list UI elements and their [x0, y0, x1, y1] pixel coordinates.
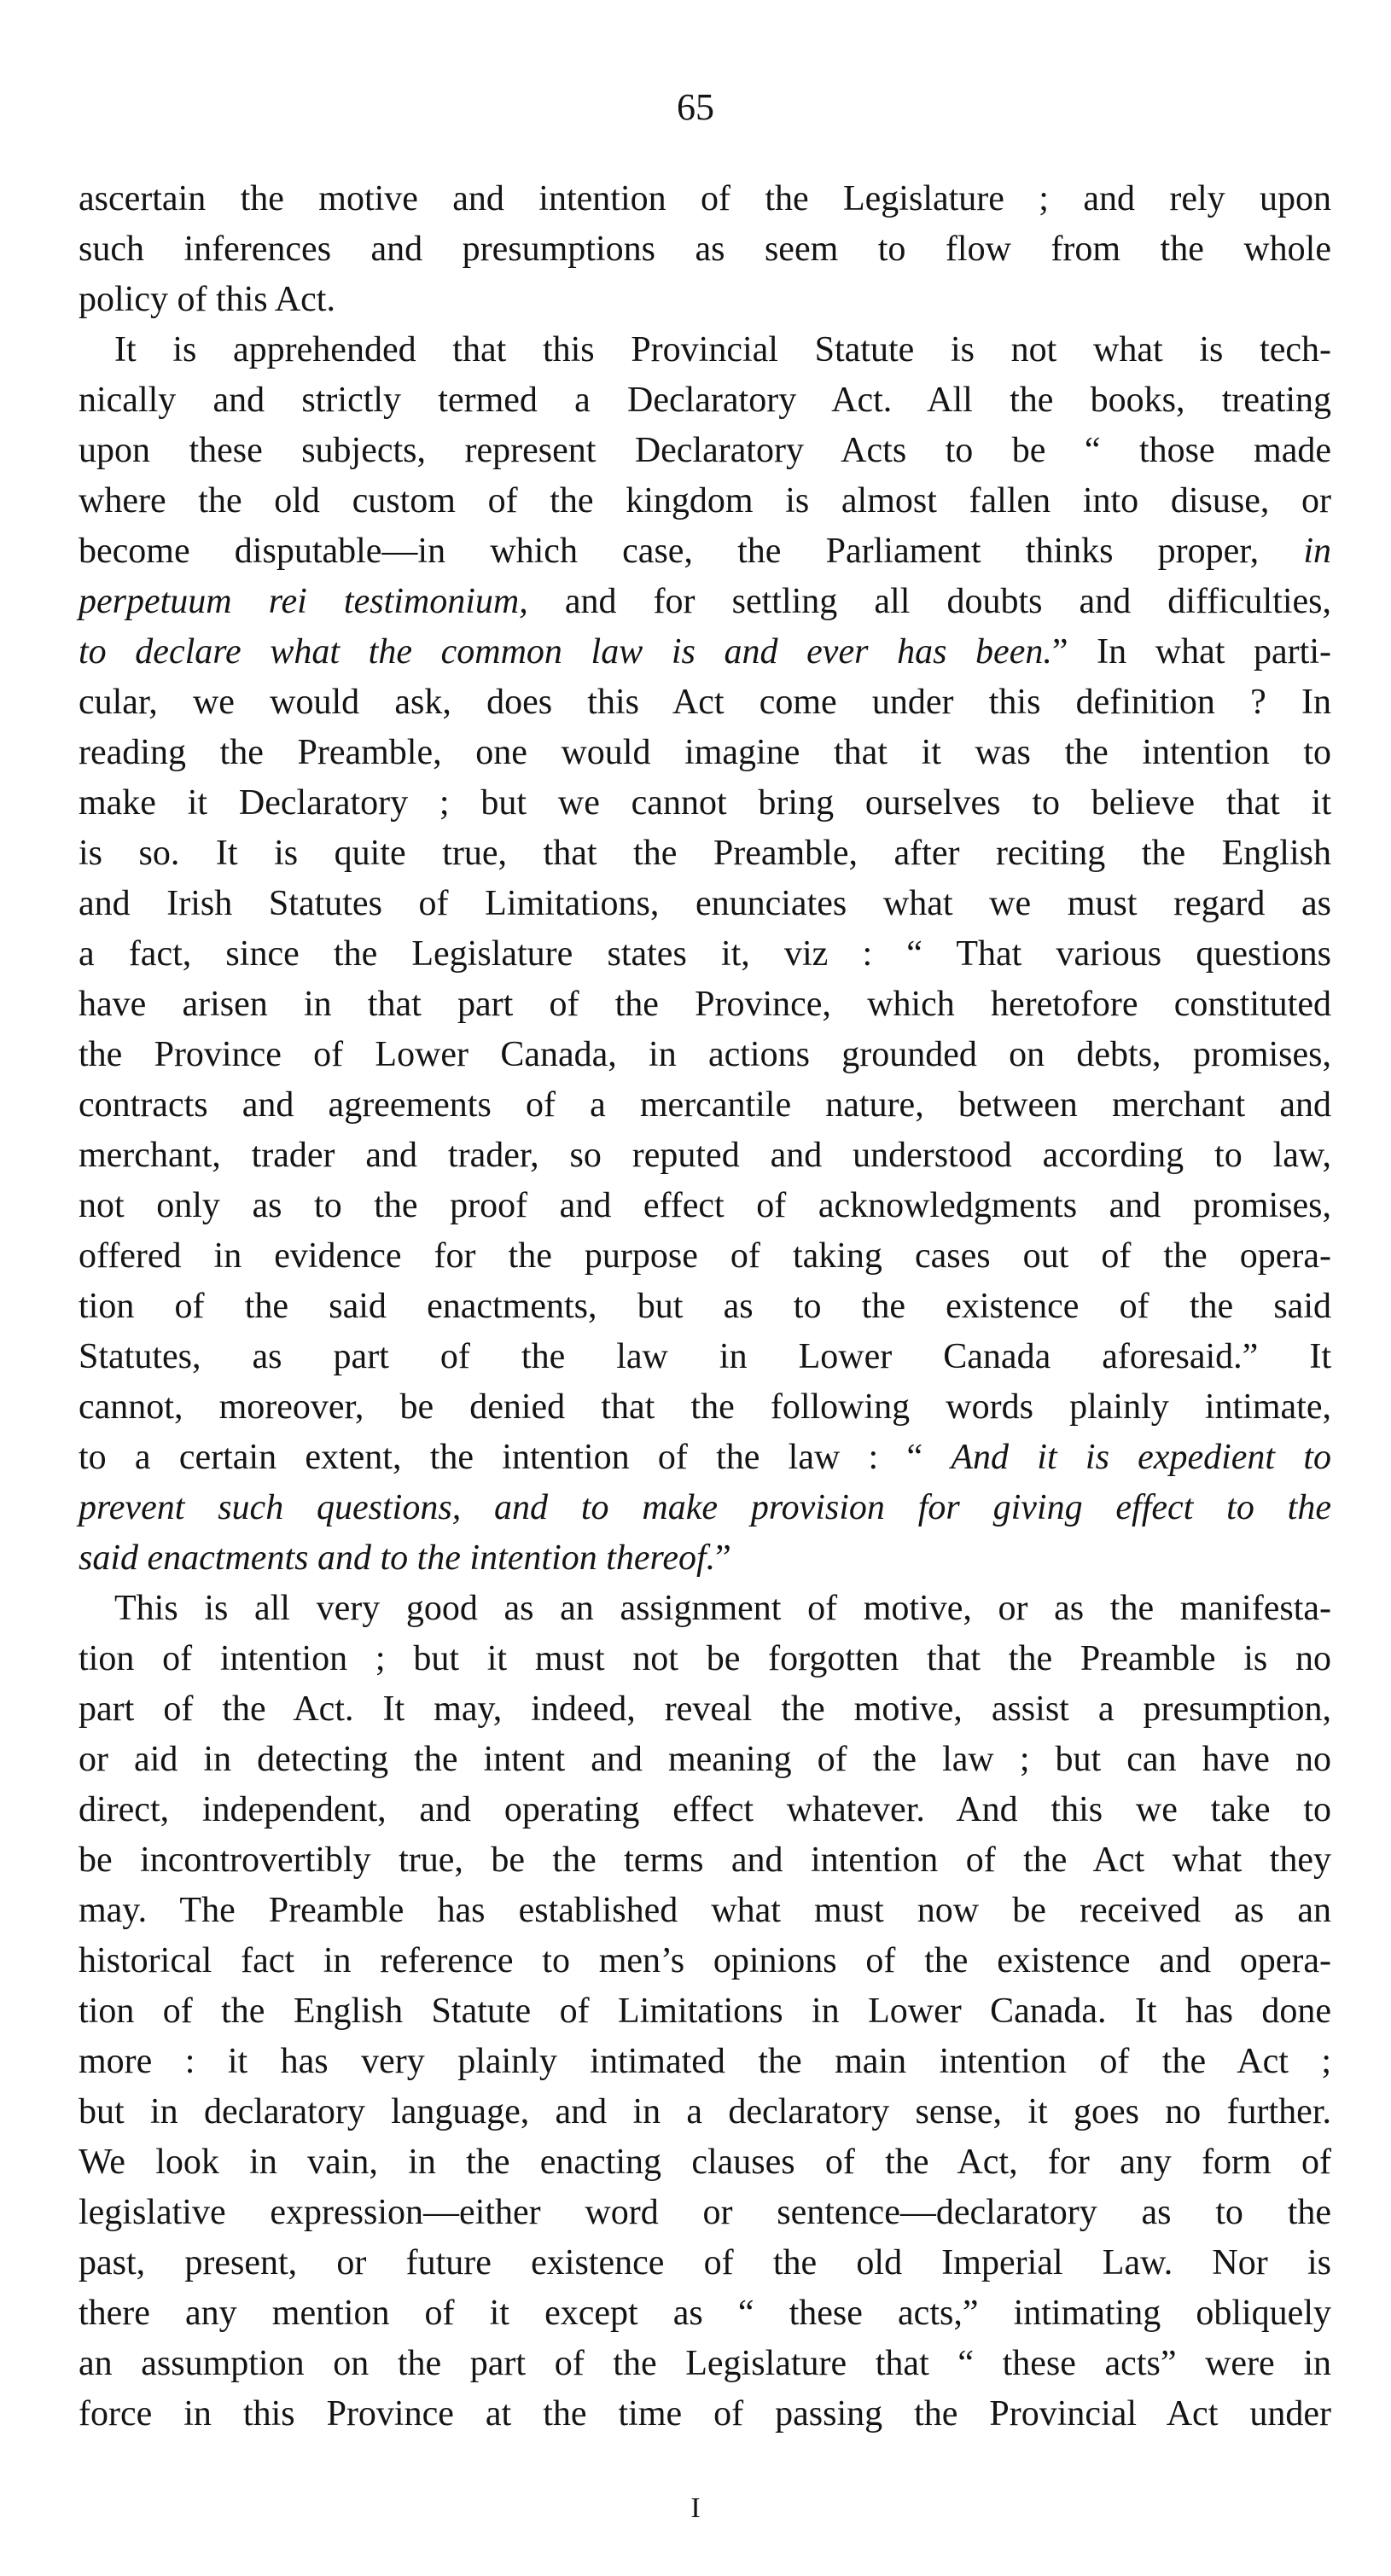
text-run: make it Declaratory ; but we cannot bring ourselves to believe that it [79, 783, 1331, 823]
text-run: such inferences and presumptions as seem to flow from the whole [79, 230, 1331, 269]
text-line [79, 2339, 1331, 2389]
text-line [79, 1986, 1331, 2037]
text-run: direct, independent, and operating effect whatever. And this we take to [79, 1790, 1331, 1829]
paragraph [79, 174, 1331, 325]
body-text [79, 174, 1331, 2439]
text-line [79, 1735, 1331, 1785]
text-run: but in declaratory language, and in a declaratory sense, it goes no further. [79, 2092, 1331, 2131]
text-line [79, 174, 1331, 224]
italic-text-run: to declare what the common law is and ever has been. [79, 632, 1052, 672]
text-run: tion of intention ; but it must not be forgotten that the Preamble is no [79, 1639, 1331, 1678]
text-run: offered in evidence for the purpose of taking cases out of the opera- [79, 1236, 1331, 1276]
text-line [79, 577, 1331, 627]
text-line [79, 1030, 1331, 1080]
text-line [79, 1080, 1331, 1131]
italic-text-run: prevent such questions, and to make provision for giving effect to the [79, 1488, 1331, 1527]
text-run: be incontrovertibly true, be the terms and intention of the Act what they [79, 1840, 1331, 1880]
text-line [79, 1131, 1331, 1181]
italic-text-run: said enactments and to the intention thereof. [79, 1538, 716, 1578]
text-line [79, 778, 1331, 829]
text-line [79, 1634, 1331, 1684]
text-run: We look in vain, in the enacting clauses of the Act, for any form of [79, 2143, 1331, 2182]
text-line [79, 879, 1331, 929]
text-run: cannot, moreover, be denied that the following words plainly intimate, [79, 1387, 1331, 1427]
text-run: legislative expression—either word or sentence—declaratory as to the [79, 2193, 1331, 2232]
text-run: more : it has very plainly intimated the main intention of the Act ; [79, 2042, 1331, 2081]
text-line [79, 1533, 1331, 1584]
text-line [79, 476, 1331, 526]
text-run: is so. It is quite true, that the Preamble, after reciting the English [79, 834, 1331, 873]
text-line [79, 1332, 1331, 1382]
text-run: merchant, trader and trader, so reputed and understood according to law, [79, 1136, 1331, 1175]
text-run: and Irish Statutes of Limitations, enunciates what we must regard as [79, 884, 1331, 923]
text-run: nically and strictly termed a Declaratory Act. All the books, treating [79, 381, 1331, 420]
text-line [79, 1886, 1331, 1936]
italic-text-run: perpetuum rei testimonium, [79, 582, 528, 621]
text-run: tion of the said enactments, but as to the existence of the said [79, 1287, 1331, 1326]
italic-text-run: And it is expedient to [951, 1438, 1331, 1477]
text-run: ” In what parti- [1051, 632, 1331, 672]
text-run: policy of this Act. [79, 280, 335, 319]
text-line [79, 929, 1331, 980]
text-run: where the old custom of the kingdom is almost fallen into disuse, or [79, 481, 1331, 520]
italic-text-run: in [1303, 532, 1331, 571]
text-run: This is all very good as an assignment of motive, or as the manifesta- [114, 1589, 1331, 1628]
signature-mark: I [690, 2492, 701, 2524]
text-line [79, 980, 1331, 1030]
text-run: or aid in detecting the intent and meaning of the law ; but can have no [79, 1740, 1331, 1779]
text-line [79, 275, 1331, 325]
text-line [79, 2137, 1331, 2188]
text-line [79, 829, 1331, 879]
text-run: to a certain extent, the intention of the law : “ [79, 1438, 952, 1477]
text-line [79, 1231, 1331, 1282]
text-line [79, 2288, 1331, 2339]
text-line [79, 1936, 1331, 1986]
text-run: the Province of Lower Canada, in actions grounded on debts, promises, [79, 1035, 1331, 1074]
text-run: have arisen in that part of the Province, which heretofore constituted [79, 985, 1331, 1024]
text-line [79, 224, 1331, 275]
text-line [79, 1282, 1331, 1332]
text-line [79, 2389, 1331, 2439]
text-run: there any mention of it except as “ these acts,” intimating obliquely [79, 2294, 1331, 2333]
text-line [79, 1684, 1331, 1735]
text-run: reading the Preamble, one would imagine that it was the intention to [79, 733, 1331, 772]
text-run: past, present, or future existence of the old Imperial Law. Nor is [79, 2243, 1331, 2282]
text-run: historical fact in reference to men’s opinions of the existence and opera- [79, 1941, 1331, 1980]
text-run: cular, we would ask, does this Act come under this definition ? In [79, 683, 1331, 722]
text-run: ascertain the motive and intention of the Legislature ; and rely upon [79, 179, 1331, 218]
text-line [79, 1382, 1331, 1433]
text-run: tion of the English Statute of Limitations in Lower Canada. It has done [79, 1992, 1331, 2031]
text-line [79, 2037, 1331, 2087]
text-line [79, 325, 1331, 375]
text-run: and for settling all doubts and difficulties, [527, 582, 1331, 621]
text-run: contracts and agreements of a mercantile nature, between merchant and [79, 1085, 1331, 1125]
text-line [79, 2188, 1331, 2238]
text-line [79, 2087, 1331, 2137]
page-number: 65 [677, 86, 714, 128]
text-line [79, 1433, 1331, 1483]
text-line [79, 375, 1331, 426]
text-line [79, 1785, 1331, 1835]
text-line [79, 526, 1331, 577]
text-run: ” [715, 1538, 731, 1578]
paragraph [79, 1584, 1331, 2439]
text-run: force in this Province at the time of passing the Provincial Act under [79, 2394, 1331, 2434]
text-run: part of the Act. It may, indeed, reveal the motive, assist a presumption, [79, 1689, 1331, 1729]
text-line [79, 627, 1331, 677]
text-run: Statutes, as part of the law in Lower Canada aforesaid.” It [79, 1337, 1331, 1376]
text-line [79, 728, 1331, 778]
text-run: a fact, since the Legislature states it, viz : “ That various questions [79, 934, 1331, 974]
text-line [79, 1835, 1331, 1886]
text-run: may. The Preamble has established what must now be received as an [79, 1891, 1331, 1930]
text-line [79, 677, 1331, 728]
text-line [79, 2238, 1331, 2288]
text-run: It is apprehended that this Provincial Statute is not what is tech- [114, 330, 1331, 369]
text-line [79, 426, 1331, 476]
paragraph [79, 325, 1331, 1584]
text-run: an assumption on the part of the Legislature that “ these acts” were in [79, 2344, 1331, 2383]
text-run: become disputable—in which case, the Parliament thinks proper, [79, 532, 1304, 571]
text-line [79, 1181, 1331, 1231]
text-run: not only as to the proof and effect of acknowledgments and promises, [79, 1186, 1331, 1225]
text-run: upon these subjects, represent Declaratory Acts to be “ those made [79, 431, 1331, 470]
text-line [79, 1584, 1331, 1634]
text-line [79, 1483, 1331, 1533]
